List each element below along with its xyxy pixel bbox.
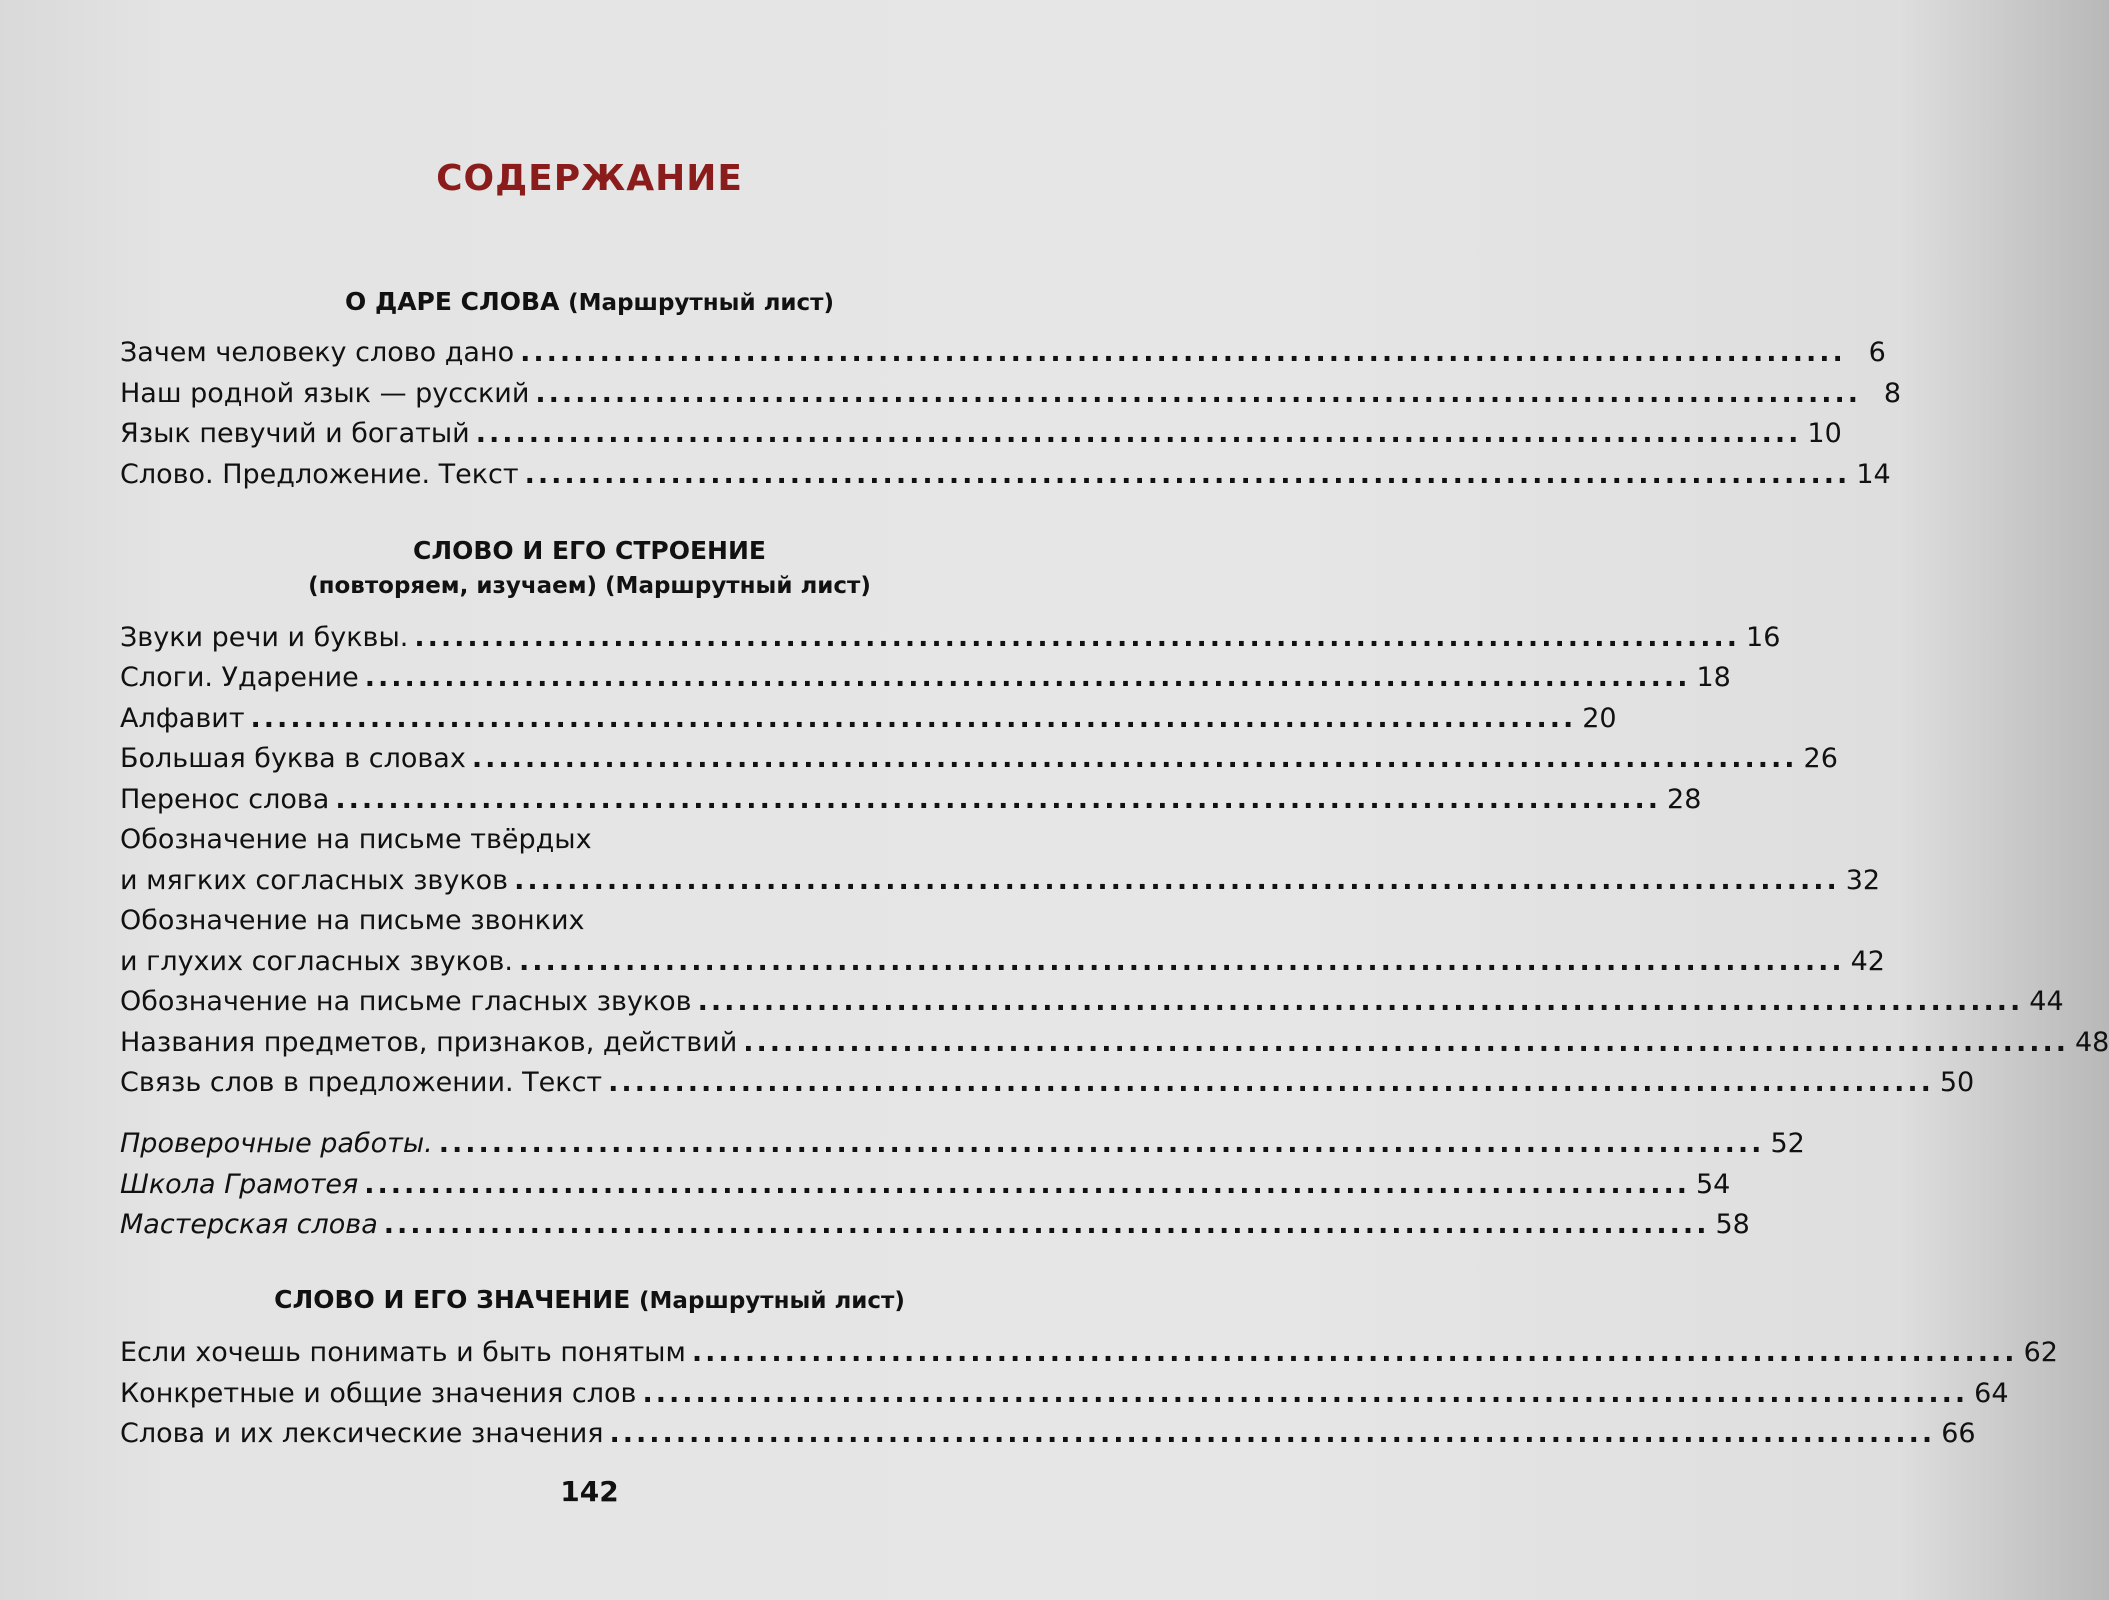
- toc-entry-page: 6: [1868, 337, 1886, 368]
- toc-entry-page: 18: [1696, 662, 1731, 693]
- toc-entry-text: Если хочешь понимать и быть понятым: [120, 1337, 686, 1368]
- toc-entry-text: Звуки речи и буквы.: [120, 622, 409, 653]
- toc-entry-text: Перенос слова: [120, 784, 330, 815]
- section-heading-1: [0, 286, 1179, 319]
- toc-entry-text: и глухих согласных звуков.: [120, 946, 513, 977]
- toc-leader: ....................................................................................................: [520, 337, 1846, 368]
- toc-leader: ....................................................................................................: [335, 784, 1662, 815]
- toc-leader: ....................................................................................................: [697, 986, 2024, 1017]
- toc-leader: ....................................................................................................: [518, 946, 1845, 977]
- section-heading-3-text: СЛОВО И ЕГО ЗНАЧЕНИЕ: [274, 1285, 631, 1314]
- toc-entry-page: 62: [2023, 1337, 2058, 1368]
- page-number: 142: [560, 1475, 619, 1508]
- toc-entry-page: 54: [1695, 1169, 1731, 1200]
- toc-entry[interactable]: [120, 982, 2064, 1022]
- toc-entry-page: 10: [1807, 418, 1842, 449]
- toc-leader: ....................................................................................................: [608, 1067, 1934, 1098]
- page-title: СОДЕРЖАНИЕ: [436, 158, 743, 199]
- toc-entry[interactable]: [120, 455, 1891, 495]
- toc-entry-page: 16: [1746, 622, 1781, 653]
- toc-entry[interactable]: [120, 1023, 2109, 1063]
- toc-leader: ....................................................................................................: [471, 743, 1798, 774]
- toc-entry[interactable]: [120, 1333, 2058, 1373]
- toc-leader: ....................................................................................................: [364, 662, 1691, 693]
- toc-entry-text: Наш родной язык — русский: [120, 378, 530, 409]
- section-subheading-2-text: (повторяем, изучаем) (Маршрутный лист): [308, 573, 871, 599]
- toc-entry-text: Слово. Предложение. Текст: [120, 459, 519, 490]
- toc-leader: ....................................................................................................: [364, 1169, 1690, 1200]
- toc-entry[interactable]: [120, 1205, 1750, 1245]
- toc-entry-page: 42: [1850, 946, 1885, 977]
- toc-entry-text: Названия предметов, признаков, действий: [120, 1027, 738, 1058]
- toc-entry[interactable]: [120, 780, 1702, 820]
- toc-leader: ....................................................................................................: [743, 1027, 2069, 1058]
- toc-entry[interactable]: [120, 942, 1885, 982]
- toc-entry-page: 66: [1941, 1418, 1976, 1449]
- toc-entry-page: 32: [1845, 865, 1881, 896]
- toc-entry-text: Связь слов в предложении. Текст: [120, 1067, 603, 1098]
- toc-entry-line1[interactable]: [120, 820, 1130, 860]
- toc-entry-page: 8: [1883, 378, 1902, 409]
- toc-entry-page: 58: [1715, 1209, 1750, 1240]
- toc-leader: ....................................................................................................: [383, 1209, 1710, 1240]
- toc-entry-text: Язык певучий и богатый: [120, 418, 470, 449]
- toc-entry[interactable]: [120, 618, 1781, 658]
- toc-entry[interactable]: [120, 414, 1842, 454]
- section-heading-1-text: О ДАРЕ СЛОВА: [344, 287, 560, 316]
- toc-entry[interactable]: [120, 861, 1881, 901]
- section-heading-1-note: (Маршрутный лист): [568, 290, 835, 316]
- toc-entry-text: Обозначение на письме твёрдых: [120, 824, 592, 855]
- toc-leader: ....................................................................................................: [535, 378, 1862, 409]
- toc-entry-page: 44: [2029, 986, 2064, 1017]
- toc-entry-text: Большая буква в словах: [120, 743, 466, 774]
- section-heading-3: [0, 1284, 1179, 1317]
- toc-entry-text: Проверочные работы.: [120, 1128, 433, 1159]
- section-heading-3-note: (Маршрутный лист): [639, 1288, 905, 1314]
- toc-entry-text: Обозначение на письме звонких: [120, 905, 585, 936]
- toc-entry-page: 50: [1939, 1067, 1975, 1098]
- toc-leader: ....................................................................................................: [514, 865, 1840, 896]
- toc-entry[interactable]: [120, 333, 1886, 373]
- toc-leader: ....................................................................................................: [250, 703, 1577, 734]
- toc-entry-text: Слова и их лексические значения: [120, 1418, 604, 1449]
- toc-leader: ....................................................................................................: [438, 1128, 1765, 1159]
- toc-entry[interactable]: [120, 739, 1838, 779]
- toc-entry-text: Обозначение на письме гласных звуков: [120, 986, 692, 1017]
- toc-entry[interactable]: [120, 374, 1902, 414]
- toc-entry[interactable]: [120, 699, 1617, 739]
- section-heading-2: СЛОВО И ЕГО СТРОЕНИЕ: [413, 536, 766, 565]
- toc-leader: ....................................................................................................: [524, 459, 1851, 490]
- toc-entry-text: Алфавит: [120, 703, 245, 734]
- toc-leader: ....................................................................................................: [691, 1337, 2018, 1368]
- toc-entry-text: Конкретные и общие значения слов: [120, 1378, 637, 1409]
- toc-leader: ....................................................................................................: [609, 1418, 1936, 1449]
- toc-leader: ....................................................................................................: [642, 1378, 1969, 1409]
- toc-entry-text: и мягких согласных звуков: [120, 865, 509, 896]
- toc-entry[interactable]: [120, 1063, 1975, 1103]
- toc-entry[interactable]: [120, 658, 1731, 698]
- toc-entry[interactable]: [120, 1124, 1805, 1164]
- toc-entry-text: Слоги. Ударение: [120, 662, 359, 693]
- toc-entry-text: Школа Грамотея: [120, 1169, 359, 1200]
- toc-entry-page: 28: [1667, 784, 1702, 815]
- toc-entry[interactable]: [120, 1165, 1731, 1205]
- toc-entry-page: 52: [1770, 1128, 1805, 1159]
- toc-entry[interactable]: [120, 1414, 1976, 1454]
- toc-leader: ....................................................................................................: [475, 418, 1802, 449]
- toc-entry-page: 14: [1856, 459, 1891, 490]
- toc-entry-page: 64: [1974, 1378, 2009, 1409]
- toc-leader: ....................................................................................................: [414, 622, 1741, 653]
- toc-entry-line1[interactable]: [120, 901, 1130, 941]
- toc-entry-text: Мастерская слова: [120, 1209, 378, 1240]
- toc-entry-page: 26: [1803, 743, 1838, 774]
- toc-entry[interactable]: [120, 1374, 2009, 1414]
- toc-entry-page: 48: [2074, 1027, 2109, 1058]
- toc-entry-page: 20: [1582, 703, 1617, 734]
- section-subheading-2: [0, 569, 1179, 602]
- toc-entry-text: Зачем человеку слово дано: [120, 337, 515, 368]
